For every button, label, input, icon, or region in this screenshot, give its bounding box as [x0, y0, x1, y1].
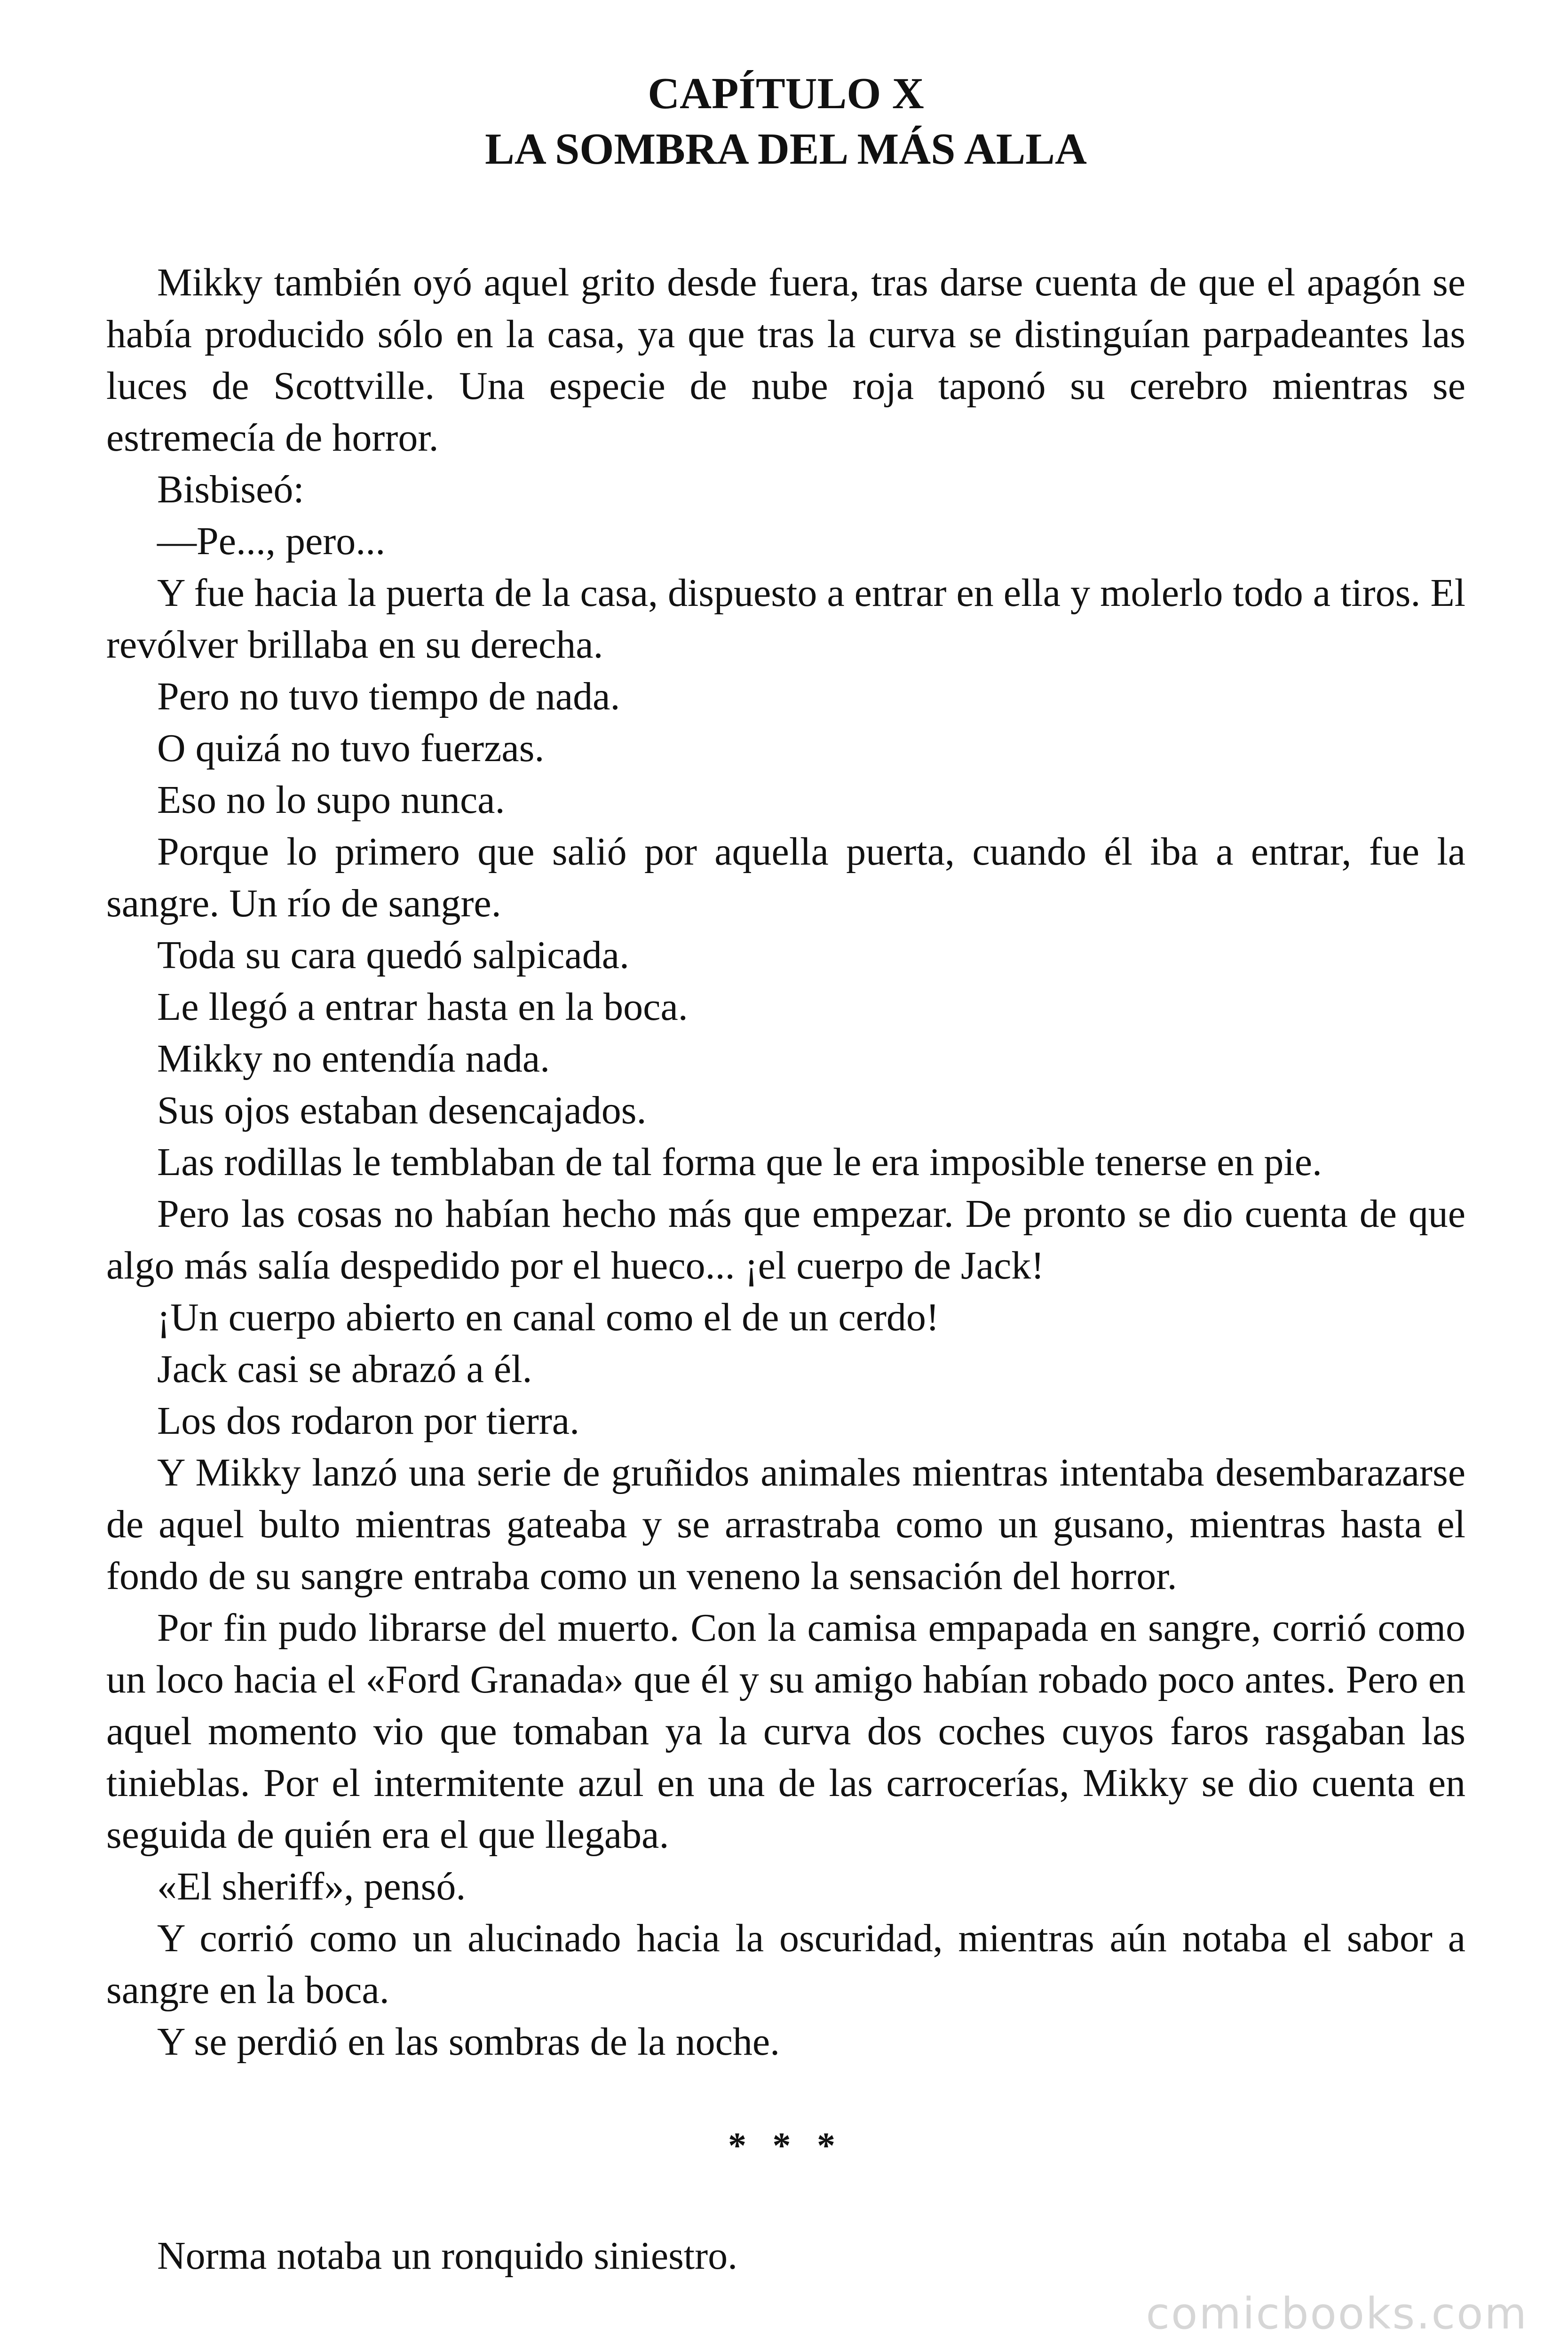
paragraph: «El sheriff», pensó. — [157, 1865, 466, 1908]
paragraph: Y corrió como un alucinado hacia la oscuridad, mientras aún notaba el sabor a sangre en la boca. — [106, 1916, 1465, 2012]
paragraph: Eso no lo supo nunca. — [157, 778, 505, 822]
paragraph: —Pe..., pero... — [157, 519, 386, 563]
paragraph: Las rodillas le temblaban de tal forma que le era imposible tenerse en pie. — [157, 1140, 1323, 1184]
book-page — [106, 66, 1465, 2282]
paragraph: Porque lo primero que salió por aquella puerta, cuando él iba a entrar, fue la sangre. Un río de sangre. — [106, 830, 1465, 925]
paragraph: Pero las cosas no habían hecho más que empezar. De pronto se dio cuenta de que algo más salía despedido por el hueco... ¡el cuerpo de Jack! — [106, 1192, 1465, 1287]
paragraph: Mikky no entendía nada. — [157, 1037, 550, 1081]
paragraph: Jack casi se abrazó a él. — [157, 1347, 532, 1391]
closing-paragraph: Norma notaba un ronquido siniestro. — [157, 2234, 738, 2278]
paragraph: Sus ojos estaban desencajados. — [157, 1089, 647, 1132]
paragraph: Por fin pudo librarse del muerto. Con la camisa empapada en sangre, corrió como un loco hacia el «Ford Granada» que él y su amigo habían robado poco antes. Pero en aquel momento vio que tomaban ya la curva dos coches cuyos faros rasgaban las tinieblas. Por el intermitente azul en una de las carrocerías, Mikky se dio cuenta en seguida de quién era el que llegaba. — [106, 1606, 1465, 1857]
paragraph: Bisbiseó: — [157, 468, 304, 511]
section-separator: * * * — [728, 2125, 844, 2166]
paragraph: Y se perdió en las sombras de la noche. — [157, 2020, 780, 2064]
paragraph: Mikky también oyó aquel grito desde fuera, tras darse cuenta de que el apagón se había producido sólo en la casa, ya que tras la curva se distinguían parpadeantes las luces de Scottville. Una especie de nube roja taponó su cerebro mientras se estremecía de horror. — [106, 261, 1465, 460]
chapter-body — [106, 257, 1465, 2282]
paragraph: Toda su cara quedó salpicada. — [157, 933, 630, 977]
chapter-heading — [106, 66, 1465, 177]
paragraph: Pero no tuvo tiempo de nada. — [157, 675, 620, 718]
paragraph: Y Mikky lanzó una serie de gruñidos animales mientras intentaba desembarazarse de aquel bulto mientras gateaba y se arrastraba como un gusano, mientras hasta el fondo de su sangre entraba como un veneno la sensación del horror. — [106, 1451, 1465, 1598]
chapter-title: LA SOMBRA DEL MÁS ALLA — [485, 125, 1087, 174]
paragraph: ¡Un cuerpo abierto en canal como el de un cerdo! — [157, 1295, 939, 1339]
paragraph: Le llegó a entrar hasta en la boca. — [157, 985, 688, 1029]
paragraph: O quizá no tuvo fuerzas. — [157, 726, 545, 770]
paragraph: Y fue hacia la puerta de la casa, dispuesto a entrar en ella y molerlo todo a tiros. El revólver brillaba en su derecha. — [106, 571, 1465, 667]
paragraph: Los dos rodaron por tierra. — [157, 1399, 580, 1443]
chapter-number: CAPÍTULO X — [648, 69, 924, 118]
watermark: comicbooks.com — [1146, 2288, 1528, 2339]
